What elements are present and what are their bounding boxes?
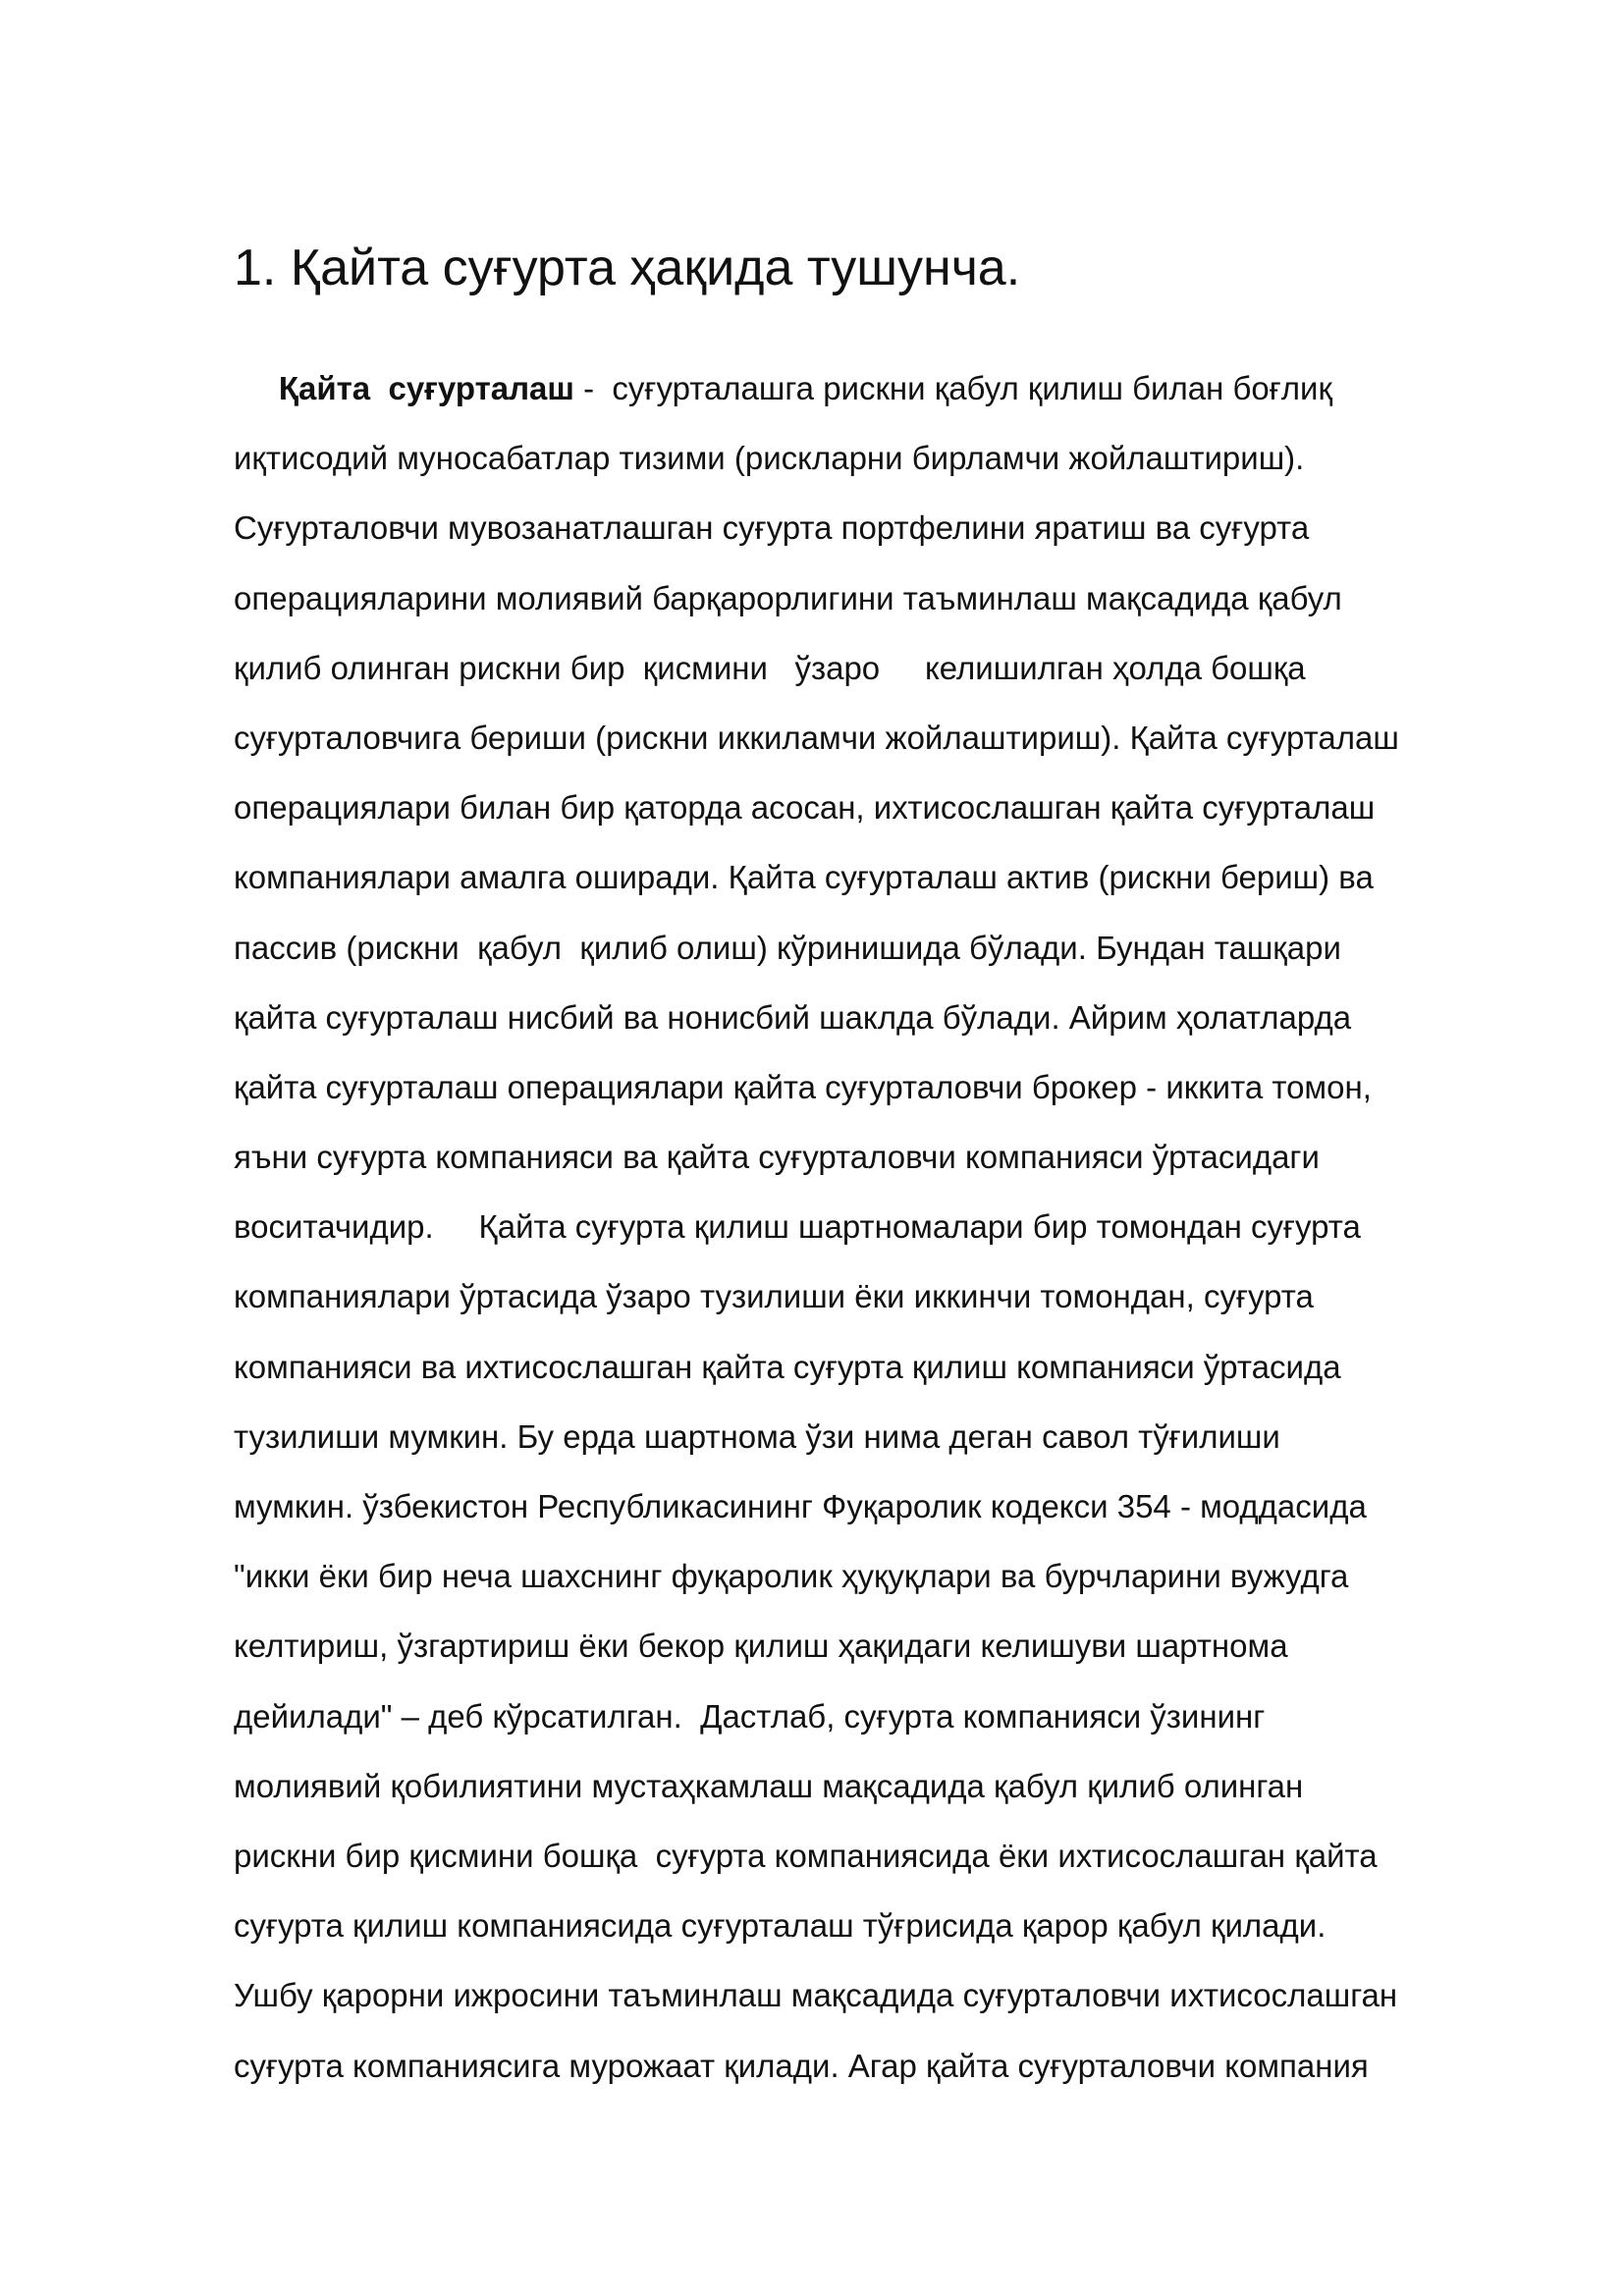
section-heading: 1. Қайта суғурта ҳақида тушунча.: [234, 240, 1021, 296]
paragraph-line: тузилиши мумкин. Бу ерда шартнома ўзи нима деган савол тўғилиши: [234, 1417, 1280, 1455]
paragraph-line: пассив (рискни қабул қилиб олиш) кўринишида бўлади. Бундан ташқари: [234, 929, 1341, 966]
body-paragraph: [234, 353, 1510, 2101]
defined-term: Қайта суғурталаш: [278, 370, 574, 406]
paragraph-line: компаниялари ўртасида ўзаро тузилиши ёки иккинчи томондан, суғурта: [234, 1278, 1314, 1315]
paragraph-line: "икки ёки бир неча шахснинг фуқаролик ҳуқуқлари ва бурчларини вужудга: [234, 1558, 1349, 1595]
paragraph-line: келтириш, ўзгартириш ёки бекор қилиш ҳақидаги келишуви шартнома: [234, 1628, 1288, 1665]
paragraph-line: дейилади" – деб кўрсатилган. Дастлаб, суғурта компанияси ўзининг: [234, 1697, 1266, 1735]
paragraph-line: рискни бир қисмини бошқа суғурта компаниясида ёки ихтисослашган қайта: [234, 1837, 1378, 1874]
paragraph-line: суғурта қилиш компаниясида суғурталаш тўғрисида қарор қабул қилади.: [234, 1907, 1326, 1945]
paragraph-line: қилиб олинган рискни бир қисмини ўзаро келишилган ҳолда бошқа: [234, 649, 1306, 686]
paragraph-line: Ушбу қарорни ижросини таъминлаш мақсадида суғурталовчи ихтисослашган: [234, 1977, 1398, 2014]
paragraph-line: компанияси ва ихтисослашган қайта суғурта қилиш компанияси ўртасида: [234, 1348, 1341, 1385]
paragraph-line: қайта суғурталаш нисбий ва нонисбий шаклда бўлади. Айрим ҳолатларда: [234, 998, 1352, 1036]
paragraph-line: суғурталовчига бериши (рискни иккиламчи жойлаштириш). Қайта суғурталаш: [234, 719, 1399, 756]
paragraph-line: қайта суғурталаш операциялари қайта суғурталовчи брокер - иккита томон,: [234, 1068, 1372, 1105]
paragraph-line: Суғурталовчи мувозанатлашган суғурта портфелини яратиш ва суғурта: [234, 509, 1310, 547]
paragraph-line: иқтисодий муносабатлар тизими (рискларни бирламчи жойлаштириш).: [234, 440, 1305, 477]
paragraph-line: молиявий қобилиятини мустаҳкамлаш мақсадида қабул қилиб олинган: [234, 1767, 1304, 1804]
paragraph-line: суғурта компаниясига мурожаат қилади. Агар қайта суғурталовчи компания: [234, 2047, 1369, 2084]
paragraph-line: операциялари билан бир қаторда асосан, ихтисослашган қайта суғурталаш: [234, 789, 1376, 827]
paragraph-line: мумкин. ўзбекистон Республикасининг Фуқаролик кодекси 354 - моддасида: [234, 1488, 1367, 1524]
paragraph-line: воситачидир. Қайта суғурта қилиш шартномалари бир томондан суғурта: [234, 1208, 1361, 1246]
definition-text: - суғурталашга рискни қабул қилиш билан боғлиқ: [573, 370, 1332, 406]
paragraph-line: операцияларини молиявий барқарорлигини таъминлаш мақсадида қабул: [234, 579, 1342, 616]
paragraph-line: [234, 353, 1510, 423]
paragraph-line: яъни суғурта компанияси ва қайта суғурталовчи компанияси ўртасидаги: [234, 1139, 1320, 1176]
paragraph-line: компаниялари амалга оширади. Қайта суғурталаш актив (рискни бериш) ва: [234, 859, 1374, 896]
